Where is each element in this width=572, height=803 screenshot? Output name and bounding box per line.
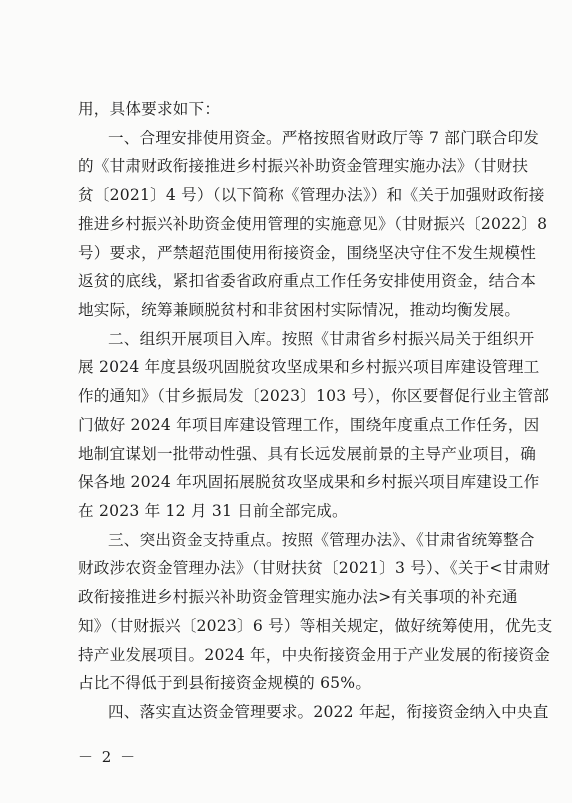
text-line: 知》（甘财振兴〔2023〕6 号）等相关规定，做好统筹使用，优先支 [78, 616, 553, 635]
text-line: 号）要求，严禁超范围使用衔接资金，围绕坚决守住不发生规模性 [78, 243, 537, 262]
text-line: 在 2023 年 12 月 31 日前全部完成。 [78, 502, 348, 520]
text-line: 用，具体要求如下： [78, 100, 221, 118]
section-one-heading-line: 一、合理安排使用资金。严格按照省财政厅等 7 部门联合印发 [108, 128, 540, 147]
page-number: － 2 － [78, 748, 138, 766]
text-line: 的《甘肃财政衔接推进乡村振兴补助资金管理实施办法》（甘财扶 [78, 157, 529, 176]
section-two-heading-line: 二、组织开展项目入库。按照《甘肃省乡村振兴局关于组织开 [108, 329, 535, 348]
text-line: 作的通知》（甘乡振局发〔2023〕103 号），你区要督促行业主管部 [78, 387, 550, 406]
text-line: 占比不得低于到县衔接资金规模的 65%。 [78, 674, 372, 693]
text-line: 持产业发展项目。2024 年，中央衔接资金用于产业发展的衔接资金 [78, 645, 551, 664]
text-line: 地制宜谋划一批带动性强、具有长远发展前景的主导产业项目，确 [78, 444, 537, 463]
text-line: 门做好 2024 年项目库建设管理工作，围绕年度重点工作任务，因 [78, 415, 540, 434]
text-line: 展 2024 年度县级巩固脱贫攻坚成果和乡村振兴项目库建设管理工 [78, 358, 540, 377]
section-three-heading-line: 三、突出资金支持重点。按照《管理办法》、《甘肃省统筹整合 [108, 530, 535, 549]
section-four-heading-line: 四、落实直达资金管理要求。2022 年起，衔接资金纳入中央直 [108, 703, 549, 721]
text-line: 贫〔2021〕4 号）（以下简称《管理办法》）和《关于加强财政衔接 [78, 186, 545, 205]
text-line: 财政涉农资金管理办法》（甘财扶贫〔2021〕3 号）、《关于<甘肃财 [78, 559, 551, 578]
text-line: 地实际，统筹兼顾脱贫村和非贫困村实际情况，推动均衡发展。 [78, 301, 521, 319]
text-line: 保各地 2024 年巩固拓展脱贫攻坚成果和乡村振兴项目库建设工作 [78, 473, 540, 492]
text-line: 推进乡村振兴补助资金使用管理的实施意见》（甘财振兴〔2022〕8 [78, 214, 548, 233]
text-line: 返贫的底线，紧扣省委省政府重点工作任务安排使用资金，结合本 [78, 272, 537, 291]
text-line: 政衔接推进乡村振兴补助资金管理实施办法>有关事项的补充通 [78, 588, 518, 607]
